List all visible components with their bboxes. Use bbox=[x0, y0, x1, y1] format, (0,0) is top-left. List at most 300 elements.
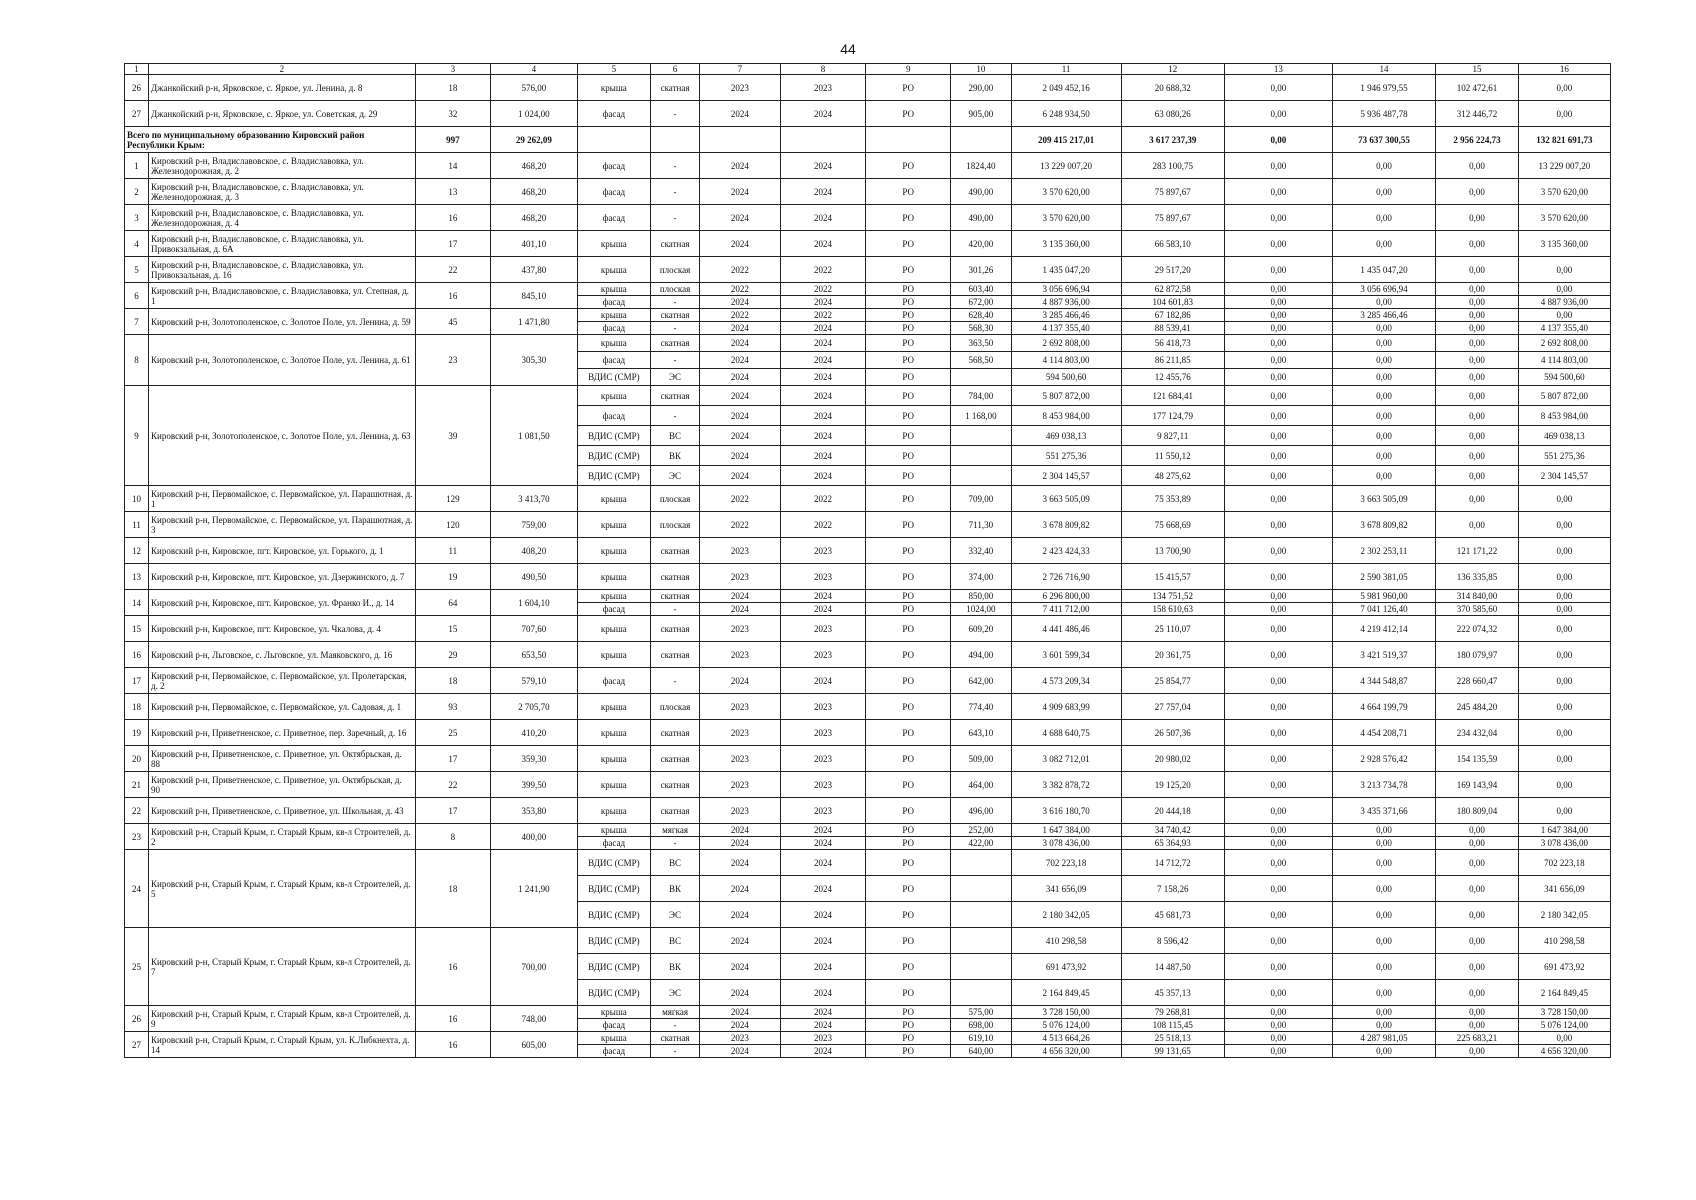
roof-type: - bbox=[650, 205, 699, 231]
executor: РО bbox=[866, 101, 951, 127]
address-cell: Кировский р-н, Льговское, с. Льговское, ул. Маяковского, д. 16 bbox=[149, 642, 416, 668]
row-number: 5 bbox=[125, 257, 149, 283]
fund-amount: 0,00 bbox=[1225, 426, 1333, 446]
work-type: фасад bbox=[577, 296, 650, 309]
executor: РО bbox=[866, 538, 951, 564]
owner-share: 0,00 bbox=[1436, 283, 1519, 296]
roof-type: скатная bbox=[650, 386, 699, 406]
building-area: 410,20 bbox=[490, 720, 577, 746]
executor: РО bbox=[866, 446, 951, 466]
fund-amount: 0,00 bbox=[1225, 446, 1333, 466]
total-cost: 2 423 424,33 bbox=[1011, 538, 1121, 564]
column-number: 11 bbox=[1011, 64, 1121, 75]
work-volume: 568,50 bbox=[951, 352, 1012, 369]
total-cost: 3 135 360,00 bbox=[1011, 231, 1121, 257]
owner-share: 0,00 bbox=[1436, 850, 1519, 876]
table-row bbox=[125, 512, 1611, 538]
table-row bbox=[125, 1032, 1611, 1045]
roof-type: плоская bbox=[650, 257, 699, 283]
work-volume: 363,50 bbox=[951, 335, 1012, 352]
plan-year: 2023 bbox=[700, 538, 781, 564]
fund-amount: 0,00 bbox=[1225, 850, 1333, 876]
executor bbox=[866, 127, 951, 153]
total-cost: 3 078 436,00 bbox=[1011, 837, 1121, 850]
row-number: 26 bbox=[125, 1006, 149, 1032]
done-year: 2024 bbox=[780, 179, 866, 205]
plan-year: 2023 bbox=[700, 694, 781, 720]
fund-amount: 0,00 bbox=[1225, 1032, 1333, 1045]
address-cell: Кировский р-н, Первомайское, с. Первомайское, ул. Парашютная, д. 1 bbox=[149, 486, 416, 512]
building-area: 359,30 bbox=[490, 746, 577, 772]
roof-type: ВС bbox=[650, 850, 699, 876]
work-volume: 332,40 bbox=[951, 538, 1012, 564]
executor: РО bbox=[866, 512, 951, 538]
work-volume: 464,00 bbox=[951, 772, 1012, 798]
work-volume bbox=[951, 446, 1012, 466]
plan-year: 2024 bbox=[700, 352, 781, 369]
roof-type: скатная bbox=[650, 746, 699, 772]
table-row bbox=[125, 720, 1611, 746]
fund-amount: 0,00 bbox=[1225, 406, 1333, 426]
executor: РО bbox=[866, 590, 951, 603]
column-number: 10 bbox=[951, 64, 1012, 75]
roof-type: - bbox=[650, 296, 699, 309]
executor: РО bbox=[866, 257, 951, 283]
owner-share: 234 432,04 bbox=[1436, 720, 1519, 746]
work-type: крыша bbox=[577, 257, 650, 283]
plan-year: 2024 bbox=[700, 928, 781, 954]
total-cost: 4 573 209,34 bbox=[1011, 668, 1121, 694]
residents-count: 45 bbox=[415, 309, 490, 335]
executor: РО bbox=[866, 980, 951, 1006]
executor: РО bbox=[866, 426, 951, 446]
executor: РО bbox=[866, 603, 951, 616]
plan-year: 2023 bbox=[700, 798, 781, 824]
owner-share: 0,00 bbox=[1436, 466, 1519, 486]
fund-capital: 3 078 436,00 bbox=[1518, 837, 1610, 850]
roof-type: скатная bbox=[650, 616, 699, 642]
done-year: 2023 bbox=[780, 564, 866, 590]
owner-share: 0,00 bbox=[1436, 876, 1519, 902]
column-number-row bbox=[125, 64, 1611, 75]
residents-count: 16 bbox=[415, 1006, 490, 1032]
cost-per-unit: 75 897,67 bbox=[1121, 205, 1225, 231]
work-volume bbox=[951, 127, 1012, 153]
plan-year: 2024 bbox=[700, 1019, 781, 1032]
total-cost: 7 411 712,00 bbox=[1011, 603, 1121, 616]
address-cell: Кировский р-н, Старый Крым, г. Старый Крым, кв-л Строителей, д. 2 bbox=[149, 824, 416, 850]
total-cost: 3 678 809,82 bbox=[1011, 512, 1121, 538]
budget-amount: 0,00 bbox=[1332, 205, 1436, 231]
plan-year: 2024 bbox=[700, 369, 781, 386]
total-cost: 469 038,13 bbox=[1011, 426, 1121, 446]
plan-year: 2024 bbox=[700, 101, 781, 127]
total-cost: 702 223,18 bbox=[1011, 850, 1121, 876]
done-year: 2024 bbox=[780, 205, 866, 231]
work-volume: 568,30 bbox=[951, 322, 1012, 335]
fund-capital: 0,00 bbox=[1518, 746, 1610, 772]
work-type: крыша bbox=[577, 694, 650, 720]
residents-count: 16 bbox=[415, 1032, 490, 1058]
done-year: 2022 bbox=[780, 283, 866, 296]
executor: РО bbox=[866, 1032, 951, 1045]
work-volume: 784,00 bbox=[951, 386, 1012, 406]
work-volume: 774,40 bbox=[951, 694, 1012, 720]
budget-amount: 0,00 bbox=[1332, 386, 1436, 406]
cost-per-unit: 63 080,26 bbox=[1121, 101, 1225, 127]
fund-amount: 0,00 bbox=[1225, 205, 1333, 231]
executor: РО bbox=[866, 309, 951, 322]
fund-capital: 0,00 bbox=[1518, 603, 1610, 616]
building-area: 1 604,10 bbox=[490, 590, 577, 616]
fund-capital: 5 807 872,00 bbox=[1518, 386, 1610, 406]
budget-amount: 3 285 466,46 bbox=[1332, 309, 1436, 322]
plan-year: 2022 bbox=[700, 512, 781, 538]
address-cell: Кировский р-н, Приветненское, с. Приветное, ул. Октябрьская, д. 90 bbox=[149, 772, 416, 798]
cost-per-unit: 19 125,20 bbox=[1121, 772, 1225, 798]
executor: РО bbox=[866, 486, 951, 512]
work-type: крыша bbox=[577, 309, 650, 322]
budget-amount: 0,00 bbox=[1332, 876, 1436, 902]
work-type: ВДИС (СМР) bbox=[577, 902, 650, 928]
table-row bbox=[125, 309, 1611, 322]
work-type: ВДИС (СМР) bbox=[577, 426, 650, 446]
work-volume bbox=[951, 980, 1012, 1006]
cost-per-unit: 20 688,32 bbox=[1121, 75, 1225, 101]
residents-count: 16 bbox=[415, 928, 490, 1006]
table-row bbox=[125, 1006, 1611, 1019]
work-type: фасад bbox=[577, 205, 650, 231]
fund-capital: 594 500,60 bbox=[1518, 369, 1610, 386]
work-volume: 490,00 bbox=[951, 205, 1012, 231]
total-cost: 5 076 124,00 bbox=[1011, 1019, 1121, 1032]
residents-count: 16 bbox=[415, 205, 490, 231]
total-cost: 2 726 716,90 bbox=[1011, 564, 1121, 590]
work-volume: 575,00 bbox=[951, 1006, 1012, 1019]
budget-amount: 0,00 bbox=[1332, 153, 1436, 179]
roof-type bbox=[650, 127, 699, 153]
fund-capital: 702 223,18 bbox=[1518, 850, 1610, 876]
done-year: 2022 bbox=[780, 257, 866, 283]
cost-per-unit: 121 684,41 bbox=[1121, 386, 1225, 406]
owner-share: 0,00 bbox=[1436, 205, 1519, 231]
cost-per-unit: 20 361,75 bbox=[1121, 642, 1225, 668]
work-volume: 711,30 bbox=[951, 512, 1012, 538]
owner-share: 0,00 bbox=[1436, 335, 1519, 352]
residents-count: 93 bbox=[415, 694, 490, 720]
owner-share: 245 484,20 bbox=[1436, 694, 1519, 720]
column-number: 4 bbox=[490, 64, 577, 75]
done-year: 2024 bbox=[780, 824, 866, 837]
budget-amount: 73 637 300,55 bbox=[1332, 127, 1436, 153]
work-volume: 374,00 bbox=[951, 564, 1012, 590]
fund-amount: 0,00 bbox=[1225, 1006, 1333, 1019]
plan-year: 2024 bbox=[700, 153, 781, 179]
total-cost: 3 728 150,00 bbox=[1011, 1006, 1121, 1019]
owner-share: 121 171,22 bbox=[1436, 538, 1519, 564]
executor: РО bbox=[866, 406, 951, 426]
table-row bbox=[125, 850, 1611, 876]
executor: РО bbox=[866, 75, 951, 101]
done-year: 2024 bbox=[780, 603, 866, 616]
fund-amount: 0,00 bbox=[1225, 954, 1333, 980]
done-year: 2024 bbox=[780, 352, 866, 369]
work-volume: 643,10 bbox=[951, 720, 1012, 746]
budget-amount: 0,00 bbox=[1332, 1019, 1436, 1032]
roof-type: - bbox=[650, 179, 699, 205]
roof-type: плоская bbox=[650, 694, 699, 720]
row-number: 12 bbox=[125, 538, 149, 564]
cost-per-unit: 15 415,57 bbox=[1121, 564, 1225, 590]
work-type: фасад bbox=[577, 179, 650, 205]
done-year: 2024 bbox=[780, 231, 866, 257]
total-cost: 4 441 486,46 bbox=[1011, 616, 1121, 642]
row-number: 15 bbox=[125, 616, 149, 642]
total-cost: 551 275,36 bbox=[1011, 446, 1121, 466]
cost-per-unit: 67 182,86 bbox=[1121, 309, 1225, 322]
work-volume bbox=[951, 466, 1012, 486]
work-volume: 422,00 bbox=[951, 837, 1012, 850]
fund-amount: 0,00 bbox=[1225, 876, 1333, 902]
executor: РО bbox=[866, 1019, 951, 1032]
work-type: крыша bbox=[577, 335, 650, 352]
done-year: 2024 bbox=[780, 876, 866, 902]
fund-capital: 132 821 691,73 bbox=[1518, 127, 1610, 153]
total-cost: 209 415 217,01 bbox=[1011, 127, 1121, 153]
owner-share: 0,00 bbox=[1436, 153, 1519, 179]
fund-amount: 0,00 bbox=[1225, 837, 1333, 850]
work-volume bbox=[951, 369, 1012, 386]
total-cost: 2 164 849,45 bbox=[1011, 980, 1121, 1006]
executor: РО bbox=[866, 746, 951, 772]
owner-share: 370 585,60 bbox=[1436, 603, 1519, 616]
budget-amount: 1 946 979,55 bbox=[1332, 75, 1436, 101]
plan-year: 2024 bbox=[700, 205, 781, 231]
total-cost: 2 692 808,00 bbox=[1011, 335, 1121, 352]
plan-year: 2024 bbox=[700, 954, 781, 980]
budget-amount: 0,00 bbox=[1332, 837, 1436, 850]
total-cost: 3 285 466,46 bbox=[1011, 309, 1121, 322]
plan-year: 2024 bbox=[700, 850, 781, 876]
row-number: 13 bbox=[125, 564, 149, 590]
roof-type: скатная bbox=[650, 590, 699, 603]
residents-count: 17 bbox=[415, 798, 490, 824]
fund-capital: 13 229 007,20 bbox=[1518, 153, 1610, 179]
roof-type: ВК bbox=[650, 876, 699, 902]
cost-per-unit: 134 751,52 bbox=[1121, 590, 1225, 603]
residents-count: 32 bbox=[415, 101, 490, 127]
executor: РО bbox=[866, 837, 951, 850]
address-cell: Джанкойский р-н, Ярковское, с. Яркое, ул. Ленина, д. 8 bbox=[149, 75, 416, 101]
roof-type: - bbox=[650, 603, 699, 616]
budget-amount: 0,00 bbox=[1332, 850, 1436, 876]
page-number: 44 bbox=[840, 41, 856, 57]
work-volume: 628,40 bbox=[951, 309, 1012, 322]
work-volume: 709,00 bbox=[951, 486, 1012, 512]
row-number: 20 bbox=[125, 746, 149, 772]
fund-capital: 0,00 bbox=[1518, 486, 1610, 512]
row-number: 27 bbox=[125, 101, 149, 127]
fund-capital: 4 137 355,40 bbox=[1518, 322, 1610, 335]
executor: РО bbox=[866, 954, 951, 980]
building-area: 700,00 bbox=[490, 928, 577, 1006]
total-cost: 3 663 505,09 bbox=[1011, 486, 1121, 512]
fund-amount: 0,00 bbox=[1225, 668, 1333, 694]
roof-type: - bbox=[650, 668, 699, 694]
residents-count: 13 bbox=[415, 179, 490, 205]
total-cost: 3 382 878,72 bbox=[1011, 772, 1121, 798]
owner-share: 180 809,04 bbox=[1436, 798, 1519, 824]
budget-amount: 3 678 809,82 bbox=[1332, 512, 1436, 538]
owner-share: 0,00 bbox=[1436, 486, 1519, 512]
work-volume: 672,00 bbox=[951, 296, 1012, 309]
roof-type: - bbox=[650, 1019, 699, 1032]
capital-repair-table bbox=[124, 63, 1611, 1058]
cost-per-unit: 34 740,42 bbox=[1121, 824, 1225, 837]
budget-amount: 0,00 bbox=[1332, 954, 1436, 980]
roof-type: - bbox=[650, 322, 699, 335]
budget-amount: 0,00 bbox=[1332, 928, 1436, 954]
address-cell: Кировский р-н, Приветненское, с. Приветное, ул. Октябрьская, д. 88 bbox=[149, 746, 416, 772]
done-year: 2023 bbox=[780, 75, 866, 101]
roof-type: ВК bbox=[650, 954, 699, 980]
budget-amount: 0,00 bbox=[1332, 902, 1436, 928]
executor: РО bbox=[866, 283, 951, 296]
address-cell: Кировский р-н, Кировское, пгт. Кировское, ул. Дзержинского, д. 7 bbox=[149, 564, 416, 590]
column-number: 2 bbox=[149, 64, 416, 75]
work-volume: 490,00 bbox=[951, 179, 1012, 205]
work-type: ВДИС (СМР) bbox=[577, 954, 650, 980]
table-row bbox=[125, 564, 1611, 590]
cost-per-unit: 79 268,81 bbox=[1121, 1006, 1225, 1019]
fund-capital: 0,00 bbox=[1518, 772, 1610, 798]
cost-per-unit: 75 897,67 bbox=[1121, 179, 1225, 205]
done-year: 2024 bbox=[780, 928, 866, 954]
residents-count: 39 bbox=[415, 386, 490, 486]
done-year: 2024 bbox=[780, 296, 866, 309]
cost-per-unit: 3 617 237,39 bbox=[1121, 127, 1225, 153]
total-cost: 4 114 803,00 bbox=[1011, 352, 1121, 369]
owner-share: 0,00 bbox=[1436, 309, 1519, 322]
fund-capital: 0,00 bbox=[1518, 538, 1610, 564]
residents-count: 29 bbox=[415, 642, 490, 668]
executor: РО bbox=[866, 153, 951, 179]
plan-year: 2023 bbox=[700, 772, 781, 798]
cost-per-unit: 99 131,65 bbox=[1121, 1045, 1225, 1058]
fund-capital: 0,00 bbox=[1518, 75, 1610, 101]
work-type: крыша bbox=[577, 772, 650, 798]
work-volume: 496,00 bbox=[951, 798, 1012, 824]
residents-count: 17 bbox=[415, 231, 490, 257]
fund-capital: 2 692 808,00 bbox=[1518, 335, 1610, 352]
fund-amount: 0,00 bbox=[1225, 1019, 1333, 1032]
table-row bbox=[125, 668, 1611, 694]
fund-amount: 0,00 bbox=[1225, 824, 1333, 837]
roof-type: плоская bbox=[650, 512, 699, 538]
plan-year: 2023 bbox=[700, 616, 781, 642]
fund-amount: 0,00 bbox=[1225, 798, 1333, 824]
row-number: 7 bbox=[125, 309, 149, 335]
executor: РО bbox=[866, 824, 951, 837]
cost-per-unit: 13 700,90 bbox=[1121, 538, 1225, 564]
executor: РО bbox=[866, 179, 951, 205]
cost-per-unit: 45 681,73 bbox=[1121, 902, 1225, 928]
fund-capital: 551 275,36 bbox=[1518, 446, 1610, 466]
row-number: 21 bbox=[125, 772, 149, 798]
executor: РО bbox=[866, 369, 951, 386]
executor: РО bbox=[866, 466, 951, 486]
roof-type: ЭС bbox=[650, 902, 699, 928]
executor: РО bbox=[866, 928, 951, 954]
residents-count: 15 bbox=[415, 616, 490, 642]
fund-amount: 0,00 bbox=[1225, 603, 1333, 616]
table-row bbox=[125, 386, 1611, 406]
address-cell: Кировский р-н, Золотополенское, с. Золотое Поле, ул. Ленина, д. 61 bbox=[149, 335, 416, 386]
fund-capital: 1 647 384,00 bbox=[1518, 824, 1610, 837]
cost-per-unit: 177 124,79 bbox=[1121, 406, 1225, 426]
work-type: крыша bbox=[577, 590, 650, 603]
owner-share: 0,00 bbox=[1436, 231, 1519, 257]
residents-count: 18 bbox=[415, 75, 490, 101]
total-cost: 2 180 342,05 bbox=[1011, 902, 1121, 928]
executor: РО bbox=[866, 1045, 951, 1058]
fund-capital: 0,00 bbox=[1518, 283, 1610, 296]
total-label: Всего по муниципальному образованию Кировский район Республики Крым: bbox=[125, 127, 416, 153]
roof-type: плоская bbox=[650, 486, 699, 512]
total-cost: 1 647 384,00 bbox=[1011, 824, 1121, 837]
address-cell: Кировский р-н, Кировское, пгт. Кировское, ул. Горького, д. 1 bbox=[149, 538, 416, 564]
budget-amount: 0,00 bbox=[1332, 466, 1436, 486]
cost-per-unit: 14 487,50 bbox=[1121, 954, 1225, 980]
owner-share: 0,00 bbox=[1436, 837, 1519, 850]
building-area: 1 241,90 bbox=[490, 850, 577, 928]
plan-year: 2024 bbox=[700, 876, 781, 902]
work-type: крыша bbox=[577, 564, 650, 590]
owner-share: 0,00 bbox=[1436, 902, 1519, 928]
work-volume bbox=[951, 876, 1012, 902]
fund-amount: 0,00 bbox=[1225, 928, 1333, 954]
address-cell: Кировский р-н, Кировское, пгт. Кировское, ул. Франко И., д. 14 bbox=[149, 590, 416, 616]
executor: РО bbox=[866, 876, 951, 902]
fund-amount: 0,00 bbox=[1225, 101, 1333, 127]
budget-amount: 7 041 126,40 bbox=[1332, 603, 1436, 616]
done-year: 2024 bbox=[780, 335, 866, 352]
plan-year bbox=[700, 127, 781, 153]
cost-per-unit: 20 980,02 bbox=[1121, 746, 1225, 772]
row-number: 3 bbox=[125, 205, 149, 231]
work-volume: 509,00 bbox=[951, 746, 1012, 772]
fund-amount: 0,00 bbox=[1225, 616, 1333, 642]
done-year: 2023 bbox=[780, 1032, 866, 1045]
budget-amount: 1 435 047,20 bbox=[1332, 257, 1436, 283]
total-cost: 4 656 320,00 bbox=[1011, 1045, 1121, 1058]
fund-capital: 4 114 803,00 bbox=[1518, 352, 1610, 369]
total-cost: 3 570 620,00 bbox=[1011, 179, 1121, 205]
fund-amount: 0,00 bbox=[1225, 1045, 1333, 1058]
done-year: 2024 bbox=[780, 369, 866, 386]
fund-amount: 0,00 bbox=[1225, 980, 1333, 1006]
executor: РО bbox=[866, 205, 951, 231]
fund-capital: 469 038,13 bbox=[1518, 426, 1610, 446]
work-volume: 494,00 bbox=[951, 642, 1012, 668]
work-type: крыша bbox=[577, 231, 650, 257]
building-area: 579,10 bbox=[490, 668, 577, 694]
budget-amount: 5 981 960,00 bbox=[1332, 590, 1436, 603]
executor: РО bbox=[866, 322, 951, 335]
budget-amount: 4 344 548,87 bbox=[1332, 668, 1436, 694]
fund-capital: 3 570 620,00 bbox=[1518, 205, 1610, 231]
work-volume: 640,00 bbox=[951, 1045, 1012, 1058]
